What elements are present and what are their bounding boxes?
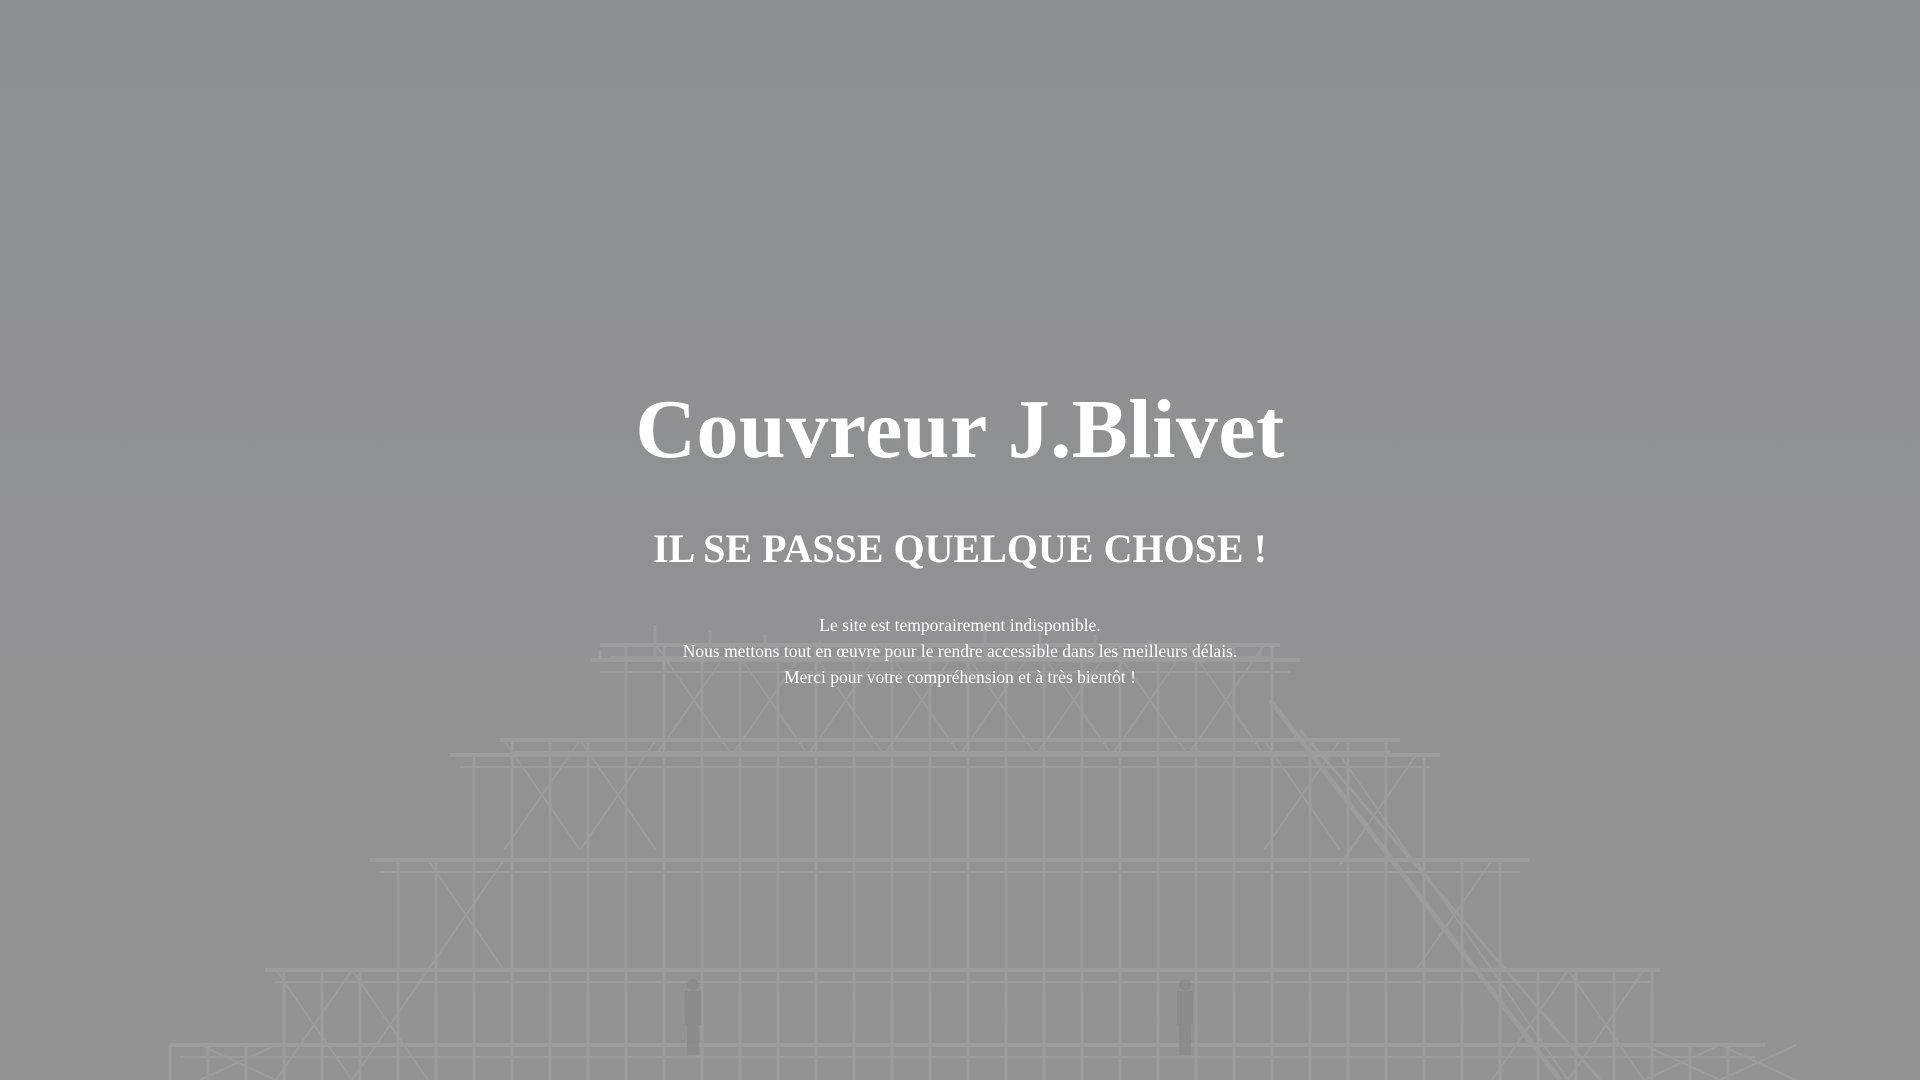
site-title: Couvreur J.Blivet xyxy=(635,383,1285,476)
maintenance-headline: IL SE PASSE QUELQUE CHOSE ! xyxy=(653,526,1267,571)
message-line-3: Merci pour votre compréhension et à très bientôt ! xyxy=(784,667,1136,687)
message-line-2: Nous mettons tout en œuvre pour le rendre accessible dans les meilleurs délais. xyxy=(682,641,1238,661)
maintenance-content xyxy=(0,370,1920,690)
maintenance-message xyxy=(0,612,1920,690)
message-line-1: Le site est temporairement indisponible. xyxy=(819,615,1101,635)
